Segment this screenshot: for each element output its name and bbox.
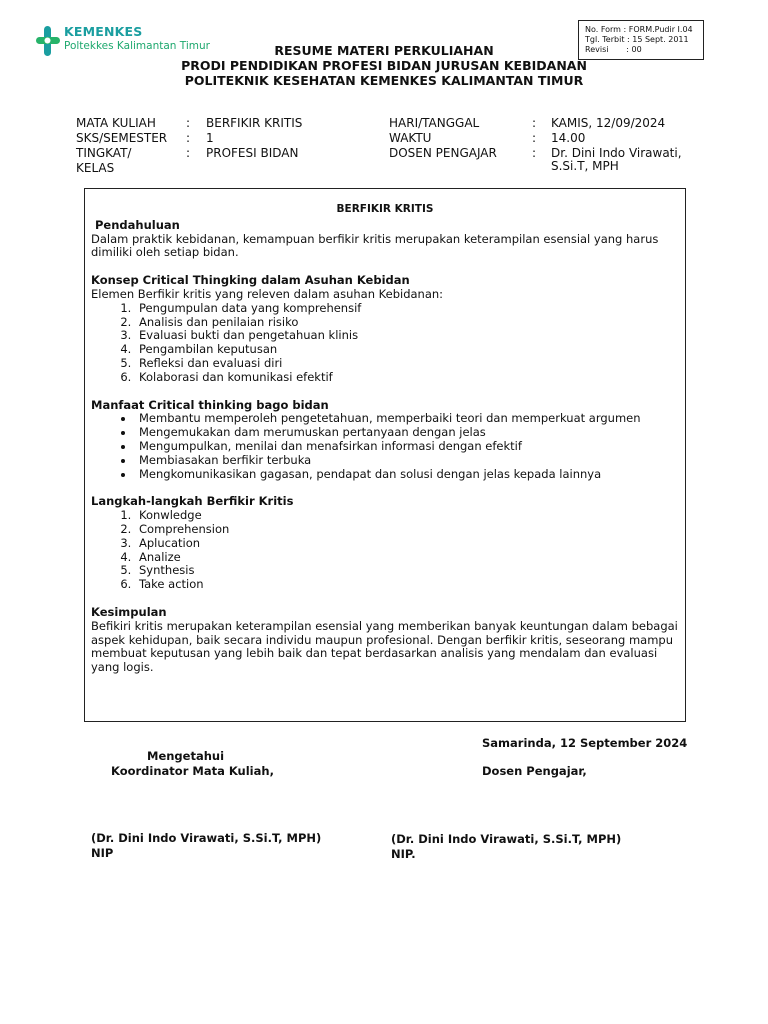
list-item: 5. Refleksi dan evaluasi diri [135, 357, 679, 371]
info-value-mata-kuliah: BERFIKIR KRITIS [206, 116, 303, 130]
info-colon: : [186, 146, 191, 160]
info-label-tingkat: TINGKAT/ [76, 146, 132, 160]
info-value-tingkat: PROFESI BIDAN [206, 146, 299, 160]
list-item: 3. Evaluasi bukti dan pengetahuan klinis [135, 329, 679, 343]
program-title: PRODI PENDIDIKAN PROFESI BIDAN JURUSAN KEBIDANAN [181, 58, 587, 73]
info-label-sks: SKS/SEMESTER [76, 131, 168, 145]
koordinator-label: Koordinator Mata Kuliah, [111, 764, 274, 778]
info-value-dosen: Dr. Dini Indo Virawati, [551, 146, 682, 160]
content-title: BERFIKIR KRITIS [336, 203, 434, 215]
form-number: No. Form : FORM.Pudir I.04 [585, 25, 693, 34]
list-item: • Mengkomunikasikan gagasan, pendapat dan solusi dengan jelas kepada lainnya [135, 468, 679, 482]
pendahuluan-heading: Pendahuluan [91, 217, 180, 232]
list-item: • Mengumpulkan, menilai dan menafsirkan informasi dengan efektif [135, 440, 679, 454]
info-colon: : [186, 116, 191, 130]
info-value-sks: 1 [206, 131, 214, 145]
list-item: 4. Analize [135, 551, 679, 565]
place-date: Samarinda, 12 September 2024 [482, 736, 688, 750]
info-label-kelas: KELAS [76, 161, 115, 175]
logo-wordmark: KEMENKES [64, 24, 143, 39]
mengetahui-label: Mengetahui [147, 749, 225, 763]
info-label-waktu: WAKTU [389, 131, 432, 145]
list-item: 3. Aplucation [135, 537, 679, 551]
form-revision: Revisi : 00 [585, 45, 642, 54]
list-item: 5. Synthesis [135, 564, 679, 578]
langkah-heading: Langkah-langkah Berfikir Kritis [91, 494, 294, 509]
kesimpulan-heading: Kesimpulan [91, 604, 167, 619]
list-item: 6. Kolaborasi dan komunikasi efektif [135, 371, 679, 385]
list-item: 1. Konwledge [135, 509, 679, 523]
right-signatory-nip: NIP. [391, 847, 416, 861]
manfaat-list [91, 412, 679, 481]
manfaat-heading: Manfaat Critical thinking bago bidan [91, 397, 329, 412]
kesimpulan-text: Befikiri kritis merupakan keterampilan esensial yang memberikan banyak keuntungan dalam bebagai aspek kehidupan, baik secara individu maupun profesional. Dengan berfikir kritis, seseorang mampu membuat keputusan yang lebih baik dan tepat berdasarkan analisis yang mendalam dan evaluasi yang logis. [91, 618, 678, 675]
info-value-hari-tanggal: KAMIS, 12/09/2024 [551, 116, 666, 130]
left-signatory-name: (Dr. Dini Indo Virawati, S.Si.T, MPH) [91, 831, 322, 845]
info-label-hari-tanggal: HARI/TANGGAL [389, 116, 480, 130]
form-issue-date: Tgl. Terbit : 15 Sept. 2011 [585, 35, 689, 44]
konsep-heading: Konsep Critical Thingking dalam Asuhan Kebidan [91, 273, 410, 288]
info-value-waktu: 14.00 [551, 131, 586, 145]
info-colon: : [532, 146, 537, 160]
institution-title: POLITEKNIK KESEHATAN KEMENKES KALIMANTAN TIMUR [184, 73, 584, 88]
konsep-list [91, 302, 679, 385]
info-label-mata-kuliah: MATA KULIAH [76, 116, 156, 130]
content-box [84, 188, 686, 722]
pendahuluan-text: Dalam praktik kebidanan, kemampuan berfikir kritis merupakan keterampilan esensial yang harus dimiliki oleh setiap bidan. [91, 231, 659, 260]
info-colon: : [532, 116, 537, 130]
right-signatory-name: (Dr. Dini Indo Virawati, S.Si.T, MPH) [391, 832, 622, 846]
info-colon: : [532, 131, 537, 145]
konsep-intro: Elemen Berfikir kritis yang releven dalam asuhan Kebidanan: [91, 286, 444, 301]
list-item: 2. Comprehension [135, 523, 679, 537]
list-item: 4. Pengambilan keputusan [135, 343, 679, 357]
dosen-label: Dosen Pengajar, [482, 764, 587, 778]
info-value-dosen-degree: S.Si.T, MPH [551, 159, 619, 173]
logo-subtitle: Poltekkes Kalimantan Timur [64, 40, 210, 52]
info-label-dosen: DOSEN PENGAJAR [389, 146, 497, 160]
list-item: • Mengemukakan dam merumuskan pertanyaan dengan jelas [135, 426, 679, 440]
list-item: 6. Take action [135, 578, 679, 592]
list-item: • Membantu memperoleh pengetetahuan, memperbaiki teori dan memperkuat argumen [135, 412, 679, 426]
langkah-list [91, 509, 679, 592]
list-item: 1. Pengumpulan data yang komprehensif [135, 302, 679, 316]
list-item: 2. Analisis dan penilaian risiko [135, 316, 679, 330]
list-item: • Membiasakan berfikir terbuka [135, 454, 679, 468]
info-colon: : [186, 131, 191, 145]
left-signatory-nip: NIP [91, 846, 114, 860]
document-title: RESUME MATERI PERKULIAHAN [274, 43, 494, 58]
